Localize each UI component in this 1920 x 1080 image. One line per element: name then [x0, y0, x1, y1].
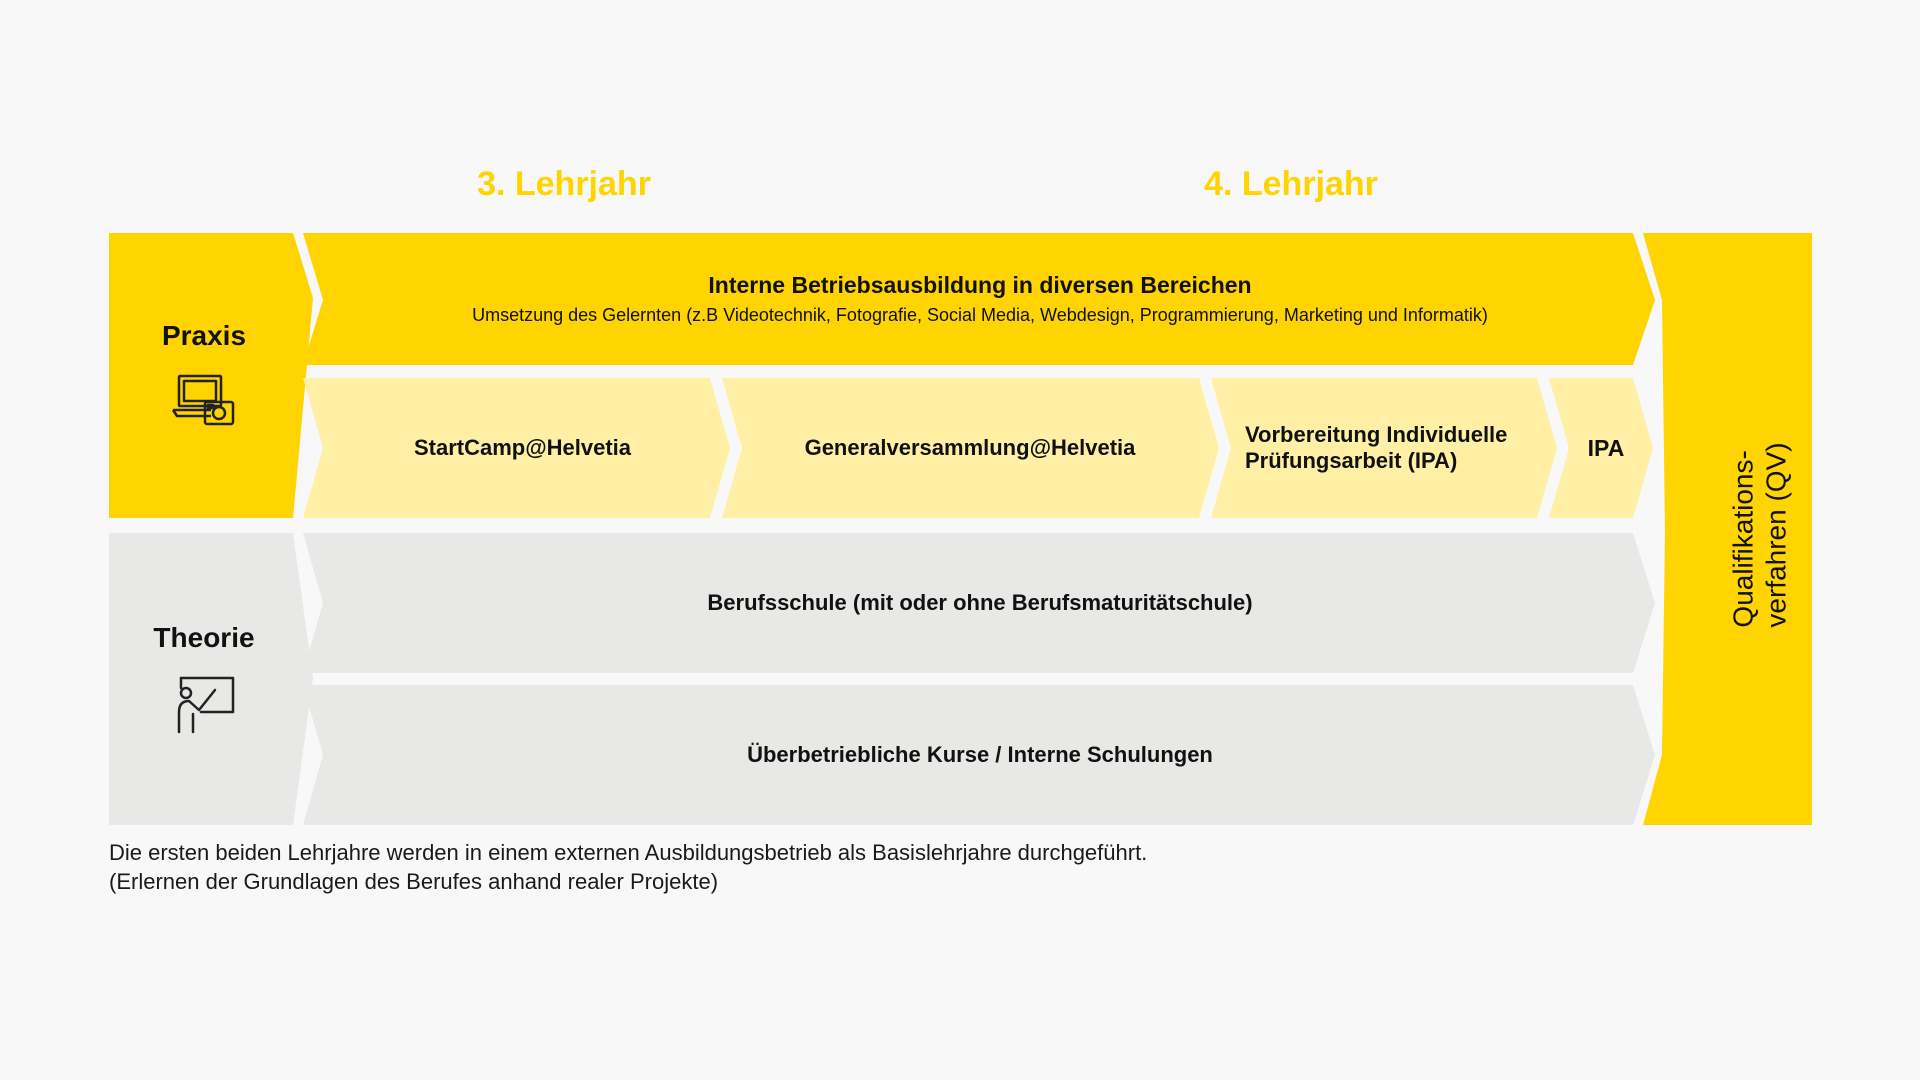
qv-label: [1640, 365, 1880, 705]
phase-ipa: IPA: [1587, 434, 1625, 461]
phase-generalversammlung: Generalversammlung@Helvetia: [804, 435, 1136, 460]
phase-startcamp: StartCamp@Helvetia: [413, 435, 632, 460]
footnote: [109, 838, 1147, 896]
year-3-label: 3. Lehrjahr: [477, 165, 651, 203]
qv-line-1: Qualifikations-: [1727, 450, 1759, 628]
intern-subtitle: Umsetzung des Gelernten (z.B Videotechnik, Fotografie, Social Media, Webdesign, Programmierung, Marketing und Informatik): [472, 305, 1488, 325]
qv-line-2: verfahren (QV): [1760, 442, 1792, 628]
laptop-camera-icon: [171, 372, 237, 433]
praxis-label-group: [109, 320, 299, 433]
phase-vorbereitung-ipa: Vorbereitung Individuelle Prüfungsarbeit (IPA): [1245, 422, 1508, 473]
praxis-title: Praxis: [161, 320, 247, 351]
theorie-label-group: [109, 622, 299, 739]
theorie-title: Theorie: [153, 622, 255, 653]
intern-band-text: [330, 233, 1630, 365]
teacher-board-icon: [171, 674, 237, 739]
footnote-line-1: Die ersten beiden Lehrjahre werden in einem externen Ausbildungsbetrieb als Basislehrjahre durchgeführt.: [109, 840, 1148, 865]
berufsschule-label: Berufsschule (mit oder ohne Berufsmaturitätschule): [707, 590, 1253, 615]
ueberbetriebliche-kurse-label: Überbetriebliche Kurse / Interne Schulungen: [747, 742, 1213, 767]
year-4-label: 4. Lehrjahr: [1204, 165, 1378, 203]
footnote-line-2: (Erlernen der Grundlagen des Berufes anhand realer Projekte): [109, 869, 719, 894]
intern-title: Interne Betriebsausbildung in diversen Bereichen: [708, 272, 1252, 298]
